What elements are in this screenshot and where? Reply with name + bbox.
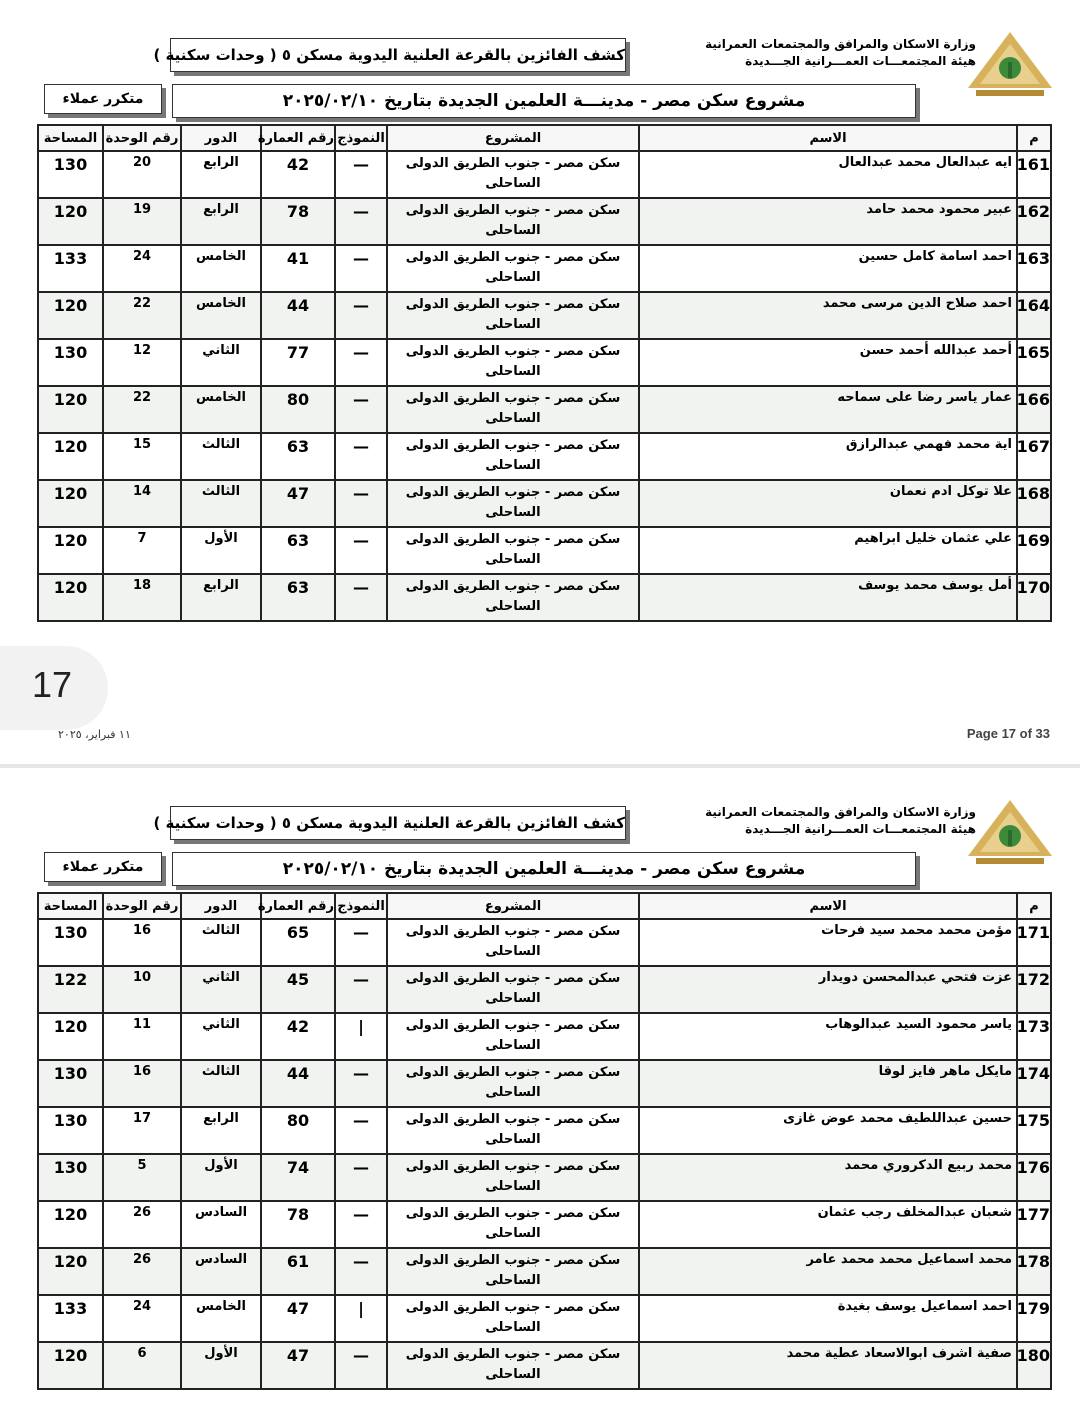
cell-name: اية محمد فهمي عبدالرازق (639, 433, 1017, 480)
org-line-2: هيئة المجتمعـــات العمـــرانية الجـــديدة (745, 54, 976, 68)
cell-project (387, 1295, 639, 1342)
cell-building: 63 (261, 574, 335, 621)
cell-project (387, 1060, 639, 1107)
cell-area: 120 (38, 433, 103, 480)
cell-model: — (335, 198, 387, 245)
cell-floor: الثاني (181, 1013, 261, 1060)
cell-name: مؤمن محمد محمد سيد فرحات (639, 919, 1017, 966)
cell-floor: الثالث (181, 1060, 261, 1107)
cell-project (387, 151, 639, 198)
cell-building: 42 (261, 1013, 335, 1060)
cell-building: 44 (261, 1060, 335, 1107)
cell-project-text: سكن مصر - جنوب الطريق الدولى الساحلى (405, 1347, 621, 1382)
cell-name: محمد اسماعيل محمد محمد عامر (639, 1248, 1017, 1295)
cell-floor: الرابع (181, 574, 261, 621)
column-header-project: المشروع (387, 893, 639, 919)
column-header-area: المساحة (38, 893, 103, 919)
cell-building: 80 (261, 1107, 335, 1154)
cell-area: 133 (38, 245, 103, 292)
cell-model: — (335, 245, 387, 292)
cell-unit: 24 (103, 1295, 181, 1342)
cell-project-text: سكن مصر - جنوب الطريق الدولى الساحلى (405, 391, 621, 426)
table-header-row (38, 893, 1051, 919)
document-title: كشف الفائزين بالقرعة العلنية اليدوية مسكن ٥ ( وحدات سكنية ) (170, 38, 626, 72)
table-row (38, 1013, 1051, 1060)
org-line-2: هيئة المجتمعـــات العمـــرانية الجـــديدة (745, 822, 976, 836)
cell-project-text: سكن مصر - جنوب الطريق الدولى الساحلى (405, 532, 621, 567)
cell-building: 61 (261, 1248, 335, 1295)
cell-name: علي عثمان خليل ابراهيم (639, 527, 1017, 574)
cell-project (387, 919, 639, 966)
cell-project (387, 1107, 639, 1154)
cell-model: — (335, 480, 387, 527)
organization-name (676, 804, 976, 838)
cell-floor: الرابع (181, 1107, 261, 1154)
table-row (38, 527, 1051, 574)
cell-project (387, 292, 639, 339)
cell-project (387, 1342, 639, 1389)
column-header-m: م (1017, 893, 1051, 919)
repeat-clients-label: متكرر عملاء (44, 84, 162, 114)
cell-project (387, 1248, 639, 1295)
cell-floor: الرابع (181, 198, 261, 245)
cell-m: 177 (1017, 1201, 1051, 1248)
cell-floor: الخامس (181, 292, 261, 339)
column-header-area: المساحة (38, 125, 103, 151)
cell-project-text: سكن مصر - جنوب الطريق الدولى الساحلى (405, 203, 621, 238)
cell-project-text: سكن مصر - جنوب الطريق الدولى الساحلى (405, 1206, 621, 1241)
cell-name: مايكل ماهر فايز لوقا (639, 1060, 1017, 1107)
cell-unit: 14 (103, 480, 181, 527)
cell-m: 176 (1017, 1154, 1051, 1201)
cell-unit: 17 (103, 1107, 181, 1154)
page-of-label: Page 17 of 33 (966, 726, 1050, 741)
cell-building: 74 (261, 1154, 335, 1201)
cell-project (387, 1201, 639, 1248)
cell-name: علا توكل ادم نعمان (639, 480, 1017, 527)
cell-floor: الثالث (181, 480, 261, 527)
cell-project-text: سكن مصر - جنوب الطريق الدولى الساحلى (405, 297, 621, 332)
cell-model: — (335, 292, 387, 339)
table-row (38, 919, 1051, 966)
cell-name: احمد اسماعيل يوسف بغيدة (639, 1295, 1017, 1342)
cell-project-text: سكن مصر - جنوب الطريق الدولى الساحلى (405, 924, 621, 959)
table-row (38, 966, 1051, 1013)
project-title: مشروع سكن مصر - مدينـــة العلمين الجديدة بتاريخ ٢٠٢٥/٠٢/١٠ (172, 84, 916, 118)
cell-m: 171 (1017, 919, 1051, 966)
cell-project (387, 574, 639, 621)
cell-unit: 5 (103, 1154, 181, 1201)
column-header-name: الاسم (639, 125, 1017, 151)
table-row (38, 1060, 1051, 1107)
cell-m: 170 (1017, 574, 1051, 621)
cell-building: 78 (261, 1201, 335, 1248)
cell-floor: السادس (181, 1248, 261, 1295)
column-header-floor: الدور (181, 125, 261, 151)
cell-model: — (335, 1060, 387, 1107)
cell-name: عمار ياسر رضا على سماحه (639, 386, 1017, 433)
cell-floor: السادس (181, 1201, 261, 1248)
cell-m: 173 (1017, 1013, 1051, 1060)
table-row (38, 1154, 1051, 1201)
cell-model: — (335, 151, 387, 198)
cell-m: 174 (1017, 1060, 1051, 1107)
column-header-project: المشروع (387, 125, 639, 151)
column-header-model: النموذج (335, 893, 387, 919)
column-header-building: رقم العمارة (261, 125, 335, 151)
cell-area: 133 (38, 1295, 103, 1342)
cell-unit: 15 (103, 433, 181, 480)
cell-project (387, 1154, 639, 1201)
cell-name: أحمد عبدالله أحمد حسن (639, 339, 1017, 386)
document-page-2 (0, 768, 1080, 1408)
cell-building: 44 (261, 292, 335, 339)
winners-table (37, 124, 1052, 622)
cell-project (387, 198, 639, 245)
cell-m: 164 (1017, 292, 1051, 339)
table-row (38, 198, 1051, 245)
cell-name: ايه عبدالعال محمد عبدالعال (639, 151, 1017, 198)
print-date: ١١ فبراير، ٢٠٢٥ (58, 728, 131, 741)
cell-area: 120 (38, 1013, 103, 1060)
cell-name: صفية اشرف ابوالاسعاد عطية محمد (639, 1342, 1017, 1389)
cell-unit: 22 (103, 386, 181, 433)
cell-name: عبير محمود محمد حامد (639, 198, 1017, 245)
cell-project-text: سكن مصر - جنوب الطريق الدولى الساحلى (405, 1018, 621, 1053)
column-header-building: رقم العمارة (261, 893, 335, 919)
cell-area: 130 (38, 1154, 103, 1201)
cell-floor: الأول (181, 1342, 261, 1389)
cell-name: أمل يوسف محمد يوسف (639, 574, 1017, 621)
cell-building: 63 (261, 433, 335, 480)
cell-project-text: سكن مصر - جنوب الطريق الدولى الساحلى (405, 344, 621, 379)
cell-floor: الأول (181, 527, 261, 574)
cell-floor: الثاني (181, 966, 261, 1013)
cell-unit: 11 (103, 1013, 181, 1060)
table-row (38, 433, 1051, 480)
cell-building: 78 (261, 198, 335, 245)
table-row (38, 1107, 1051, 1154)
cell-model: — (335, 527, 387, 574)
cell-unit: 26 (103, 1248, 181, 1295)
column-header-m: م (1017, 125, 1051, 151)
table-row (38, 1342, 1051, 1389)
cell-model: — (335, 1342, 387, 1389)
cell-building: 80 (261, 386, 335, 433)
cell-model: — (335, 574, 387, 621)
cell-project (387, 480, 639, 527)
table-row (38, 151, 1051, 198)
cell-floor: الخامس (181, 1295, 261, 1342)
cell-unit: 20 (103, 151, 181, 198)
org-line-1: وزارة الاسكان والمرافق والمجتمعات العمرانية (705, 805, 976, 819)
cell-unit: 24 (103, 245, 181, 292)
cell-floor: الثالث (181, 433, 261, 480)
cell-building: 47 (261, 1342, 335, 1389)
cell-unit: 18 (103, 574, 181, 621)
column-header-unit: رقم الوحدة (103, 125, 181, 151)
cell-project-text: سكن مصر - جنوب الطريق الدولى الساحلى (405, 1112, 621, 1147)
cell-building: 41 (261, 245, 335, 292)
cell-project (387, 339, 639, 386)
cell-building: 42 (261, 151, 335, 198)
cell-area: 120 (38, 527, 103, 574)
cell-unit: 22 (103, 292, 181, 339)
cell-project-text: سكن مصر - جنوب الطريق الدولى الساحلى (405, 485, 621, 520)
table-row (38, 245, 1051, 292)
cell-project-text: سكن مصر - جنوب الطريق الدولى الساحلى (405, 1300, 621, 1335)
cell-area: 120 (38, 574, 103, 621)
cell-building: 63 (261, 527, 335, 574)
cell-area: 130 (38, 339, 103, 386)
ncuc-pyramid-logo-icon (966, 798, 1054, 870)
cell-area: 130 (38, 1107, 103, 1154)
cell-project-text: سكن مصر - جنوب الطريق الدولى الساحلى (405, 1253, 621, 1288)
cell-project-text: سكن مصر - جنوب الطريق الدولى الساحلى (405, 971, 621, 1006)
cell-area: 122 (38, 966, 103, 1013)
cell-project-text: سكن مصر - جنوب الطريق الدولى الساحلى (405, 438, 621, 473)
cell-name: ياسر محمود السيد عبدالوهاب (639, 1013, 1017, 1060)
column-header-model: النموذج (335, 125, 387, 151)
cell-m: 175 (1017, 1107, 1051, 1154)
cell-m: 161 (1017, 151, 1051, 198)
cell-floor: الخامس (181, 386, 261, 433)
cell-unit: 10 (103, 966, 181, 1013)
cell-area: 120 (38, 1342, 103, 1389)
cell-project (387, 245, 639, 292)
cell-unit: 16 (103, 919, 181, 966)
cell-area: 120 (38, 1248, 103, 1295)
cell-model: — (335, 919, 387, 966)
column-header-unit: رقم الوحدة (103, 893, 181, 919)
cell-area: 120 (38, 198, 103, 245)
cell-m: 172 (1017, 966, 1051, 1013)
cell-name: احمد صلاح الدين مرسى محمد (639, 292, 1017, 339)
cell-area: 120 (38, 386, 103, 433)
cell-project (387, 433, 639, 480)
table-row (38, 574, 1051, 621)
cell-name: عزت فتحي عبدالمحسن دويدار (639, 966, 1017, 1013)
cell-area: 130 (38, 919, 103, 966)
cell-name: محمد ربيع الدكروري محمد (639, 1154, 1017, 1201)
cell-name: شعبان عبدالمخلف رجب عثمان (639, 1201, 1017, 1248)
cell-building: 47 (261, 480, 335, 527)
table-row (38, 292, 1051, 339)
cell-m: 162 (1017, 198, 1051, 245)
table-row (38, 1248, 1051, 1295)
cell-project-text: سكن مصر - جنوب الطريق الدولى الساحلى (405, 579, 621, 614)
cell-building: 77 (261, 339, 335, 386)
cell-unit: 19 (103, 198, 181, 245)
cell-model: — (335, 1248, 387, 1295)
cell-unit: 26 (103, 1201, 181, 1248)
cell-m: 163 (1017, 245, 1051, 292)
cell-m: 178 (1017, 1248, 1051, 1295)
table-row (38, 1295, 1051, 1342)
repeat-clients-label: متكرر عملاء (44, 852, 162, 882)
cell-unit: 7 (103, 527, 181, 574)
ncuc-pyramid-logo-icon (966, 30, 1054, 102)
cell-building: 47 (261, 1295, 335, 1342)
table-row (38, 480, 1051, 527)
cell-project (387, 1013, 639, 1060)
org-line-1: وزارة الاسكان والمرافق والمجتمعات العمرانية (705, 37, 976, 51)
cell-model: — (335, 966, 387, 1013)
table-row (38, 1201, 1051, 1248)
cell-m: 168 (1017, 480, 1051, 527)
cell-name: احمد اسامة كامل حسين (639, 245, 1017, 292)
cell-unit: 6 (103, 1342, 181, 1389)
cell-m: 165 (1017, 339, 1051, 386)
cell-floor: الرابع (181, 151, 261, 198)
cell-model: — (335, 433, 387, 480)
winners-table (37, 892, 1052, 1390)
organization-name (676, 36, 976, 70)
cell-model: — (335, 1154, 387, 1201)
document-page-1 (0, 0, 1080, 640)
cell-model: — (335, 1107, 387, 1154)
cell-floor: الأول (181, 1154, 261, 1201)
cell-model: — (335, 339, 387, 386)
cell-project-text: سكن مصر - جنوب الطريق الدولى الساحلى (405, 1065, 621, 1100)
cell-unit: 12 (103, 339, 181, 386)
cell-project-text: سكن مصر - جنوب الطريق الدولى الساحلى (405, 1159, 621, 1194)
cell-area: 120 (38, 480, 103, 527)
cell-area: 130 (38, 151, 103, 198)
cell-building: 45 (261, 966, 335, 1013)
cell-project (387, 966, 639, 1013)
cell-project-text: سكن مصر - جنوب الطريق الدولى الساحلى (405, 156, 621, 191)
column-header-floor: الدور (181, 893, 261, 919)
column-header-name: الاسم (639, 893, 1017, 919)
table-row (38, 386, 1051, 433)
cell-name: حسين عبداللطيف محمد عوض غازى (639, 1107, 1017, 1154)
table-row (38, 339, 1051, 386)
cell-model: — (335, 1201, 387, 1248)
cell-model: — (335, 386, 387, 433)
page-number: 17 (32, 664, 73, 705)
project-title: مشروع سكن مصر - مدينـــة العلمين الجديدة بتاريخ ٢٠٢٥/٠٢/١٠ (172, 852, 916, 886)
cell-unit: 16 (103, 1060, 181, 1107)
cell-area: 120 (38, 292, 103, 339)
cell-area: 120 (38, 1201, 103, 1248)
cell-m: 180 (1017, 1342, 1051, 1389)
cell-floor: الخامس (181, 245, 261, 292)
cell-m: 179 (1017, 1295, 1051, 1342)
cell-floor: الثالث (181, 919, 261, 966)
cell-model: | (335, 1295, 387, 1342)
cell-project-text: سكن مصر - جنوب الطريق الدولى الساحلى (405, 250, 621, 285)
document-title: كشف الفائزين بالقرعة العلنية اليدوية مسكن ٥ ( وحدات سكنية ) (170, 806, 626, 840)
cell-project (387, 527, 639, 574)
cell-building: 65 (261, 919, 335, 966)
cell-area: 130 (38, 1060, 103, 1107)
cell-floor: الثاني (181, 339, 261, 386)
cell-model: | (335, 1013, 387, 1060)
cell-m: 166 (1017, 386, 1051, 433)
cell-project (387, 386, 639, 433)
cell-m: 169 (1017, 527, 1051, 574)
page-separator (0, 640, 1080, 768)
cell-m: 167 (1017, 433, 1051, 480)
table-header-row (38, 125, 1051, 151)
